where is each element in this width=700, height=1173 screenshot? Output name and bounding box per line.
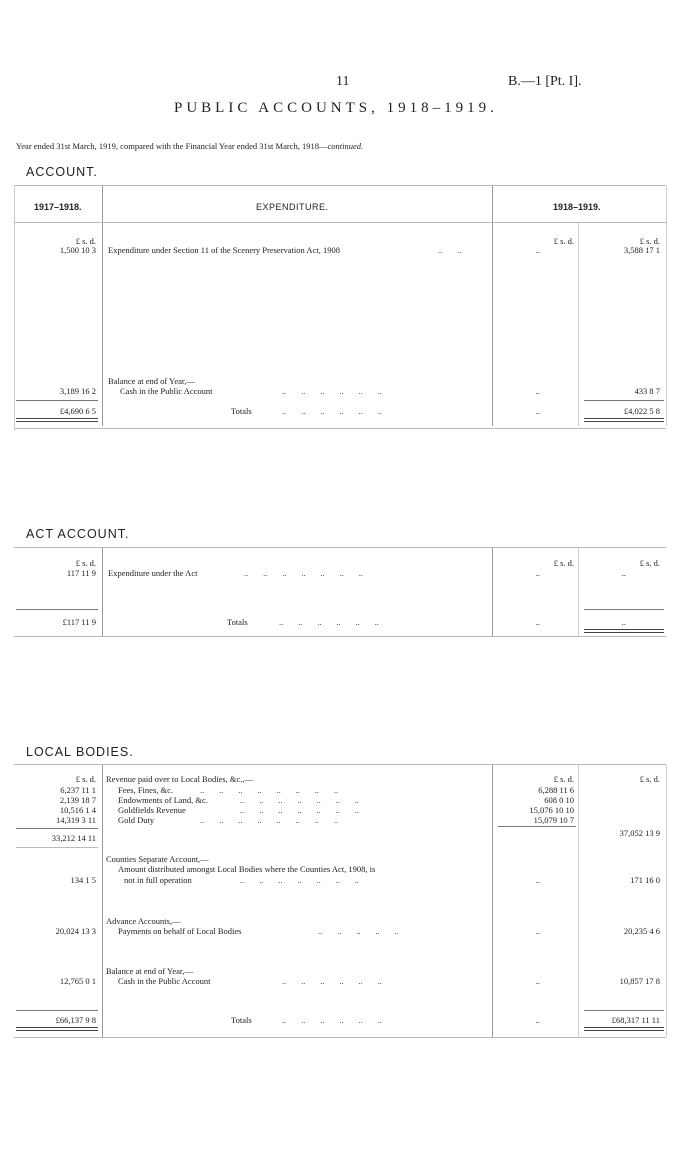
prev-year-total: £4,690 6 5 xyxy=(59,406,96,416)
unit-header-left: £ s. d. xyxy=(75,774,96,784)
curr-year-sub-total: .. xyxy=(535,406,540,416)
prev-year-amount: 1,500 10 3 xyxy=(59,245,96,255)
column-divider xyxy=(102,548,103,636)
rule xyxy=(666,765,667,1037)
rule xyxy=(16,828,98,829)
prev-year-amount: 134 1 5 xyxy=(70,875,96,885)
revenue-item-endowments: Endowments of Land, &c. xyxy=(118,795,208,805)
rule xyxy=(14,428,666,429)
subtitle-continued: continued. xyxy=(327,141,364,151)
revenue-item-goldfields: Goldfields Revenue xyxy=(118,805,186,815)
revenue-subtotal-prev: 33,212 14 11 xyxy=(51,833,96,843)
expenditure-description: Expenditure under Section 11 of the Scenery Preservation Act, 1908 xyxy=(108,245,340,255)
curr-year-amount: 20,235 4 6 xyxy=(623,926,660,936)
counties-description-line2: not in full operation xyxy=(124,875,192,885)
column-divider xyxy=(492,765,493,1037)
document-reference: B.—1 [Pt. I]. xyxy=(508,74,582,89)
curr-year-sub-total: .. xyxy=(535,617,540,627)
prev-year-amount: 3,189 16 2 xyxy=(59,386,96,396)
unit-header-right: £ s. d. xyxy=(639,236,660,246)
curr-year-amount: 10,857 17 8 xyxy=(619,976,660,986)
balance-description: Cash in the Public Account xyxy=(118,976,211,986)
rule xyxy=(666,186,667,426)
leader-dots: .. .. .. .. .. .. .. xyxy=(240,795,359,805)
totals-label: Totals xyxy=(231,1015,252,1025)
rule xyxy=(14,1037,666,1038)
curr-year-sub-amount: .. xyxy=(535,976,540,986)
revenue-label: Revenue paid over to Local Bodies, &c.,— xyxy=(106,774,254,784)
unit-header-left: £ s. d. xyxy=(75,558,96,568)
revenue-item-fees: Fees, Fines, &c. xyxy=(118,785,174,795)
curr-year-amount: 3,588 17 1 xyxy=(623,245,660,255)
curr-year-total: £4,022 5 8 xyxy=(623,406,660,416)
double-rule xyxy=(16,1027,98,1031)
rule xyxy=(498,826,576,827)
double-rule xyxy=(584,1027,664,1031)
rule xyxy=(584,400,664,401)
section-title-account: ACCOUNT. xyxy=(26,165,98,179)
curr-year-sub-amount: 15,079 10 7 xyxy=(533,815,574,825)
column-header-1918-1919: 1918–1919. xyxy=(553,202,601,212)
subtitle-text: Year ended 31st March, 1919, compared with the Financial Year ended 31st March, 1918— xyxy=(16,141,328,151)
leader-dots: .. .. .. .. .. .. .. .. xyxy=(200,785,339,795)
rule xyxy=(14,636,666,637)
unit-header-middle: £ s. d. xyxy=(553,774,574,784)
prev-year-amount: 6,237 11 1 xyxy=(60,785,96,795)
revenue-total-curr: 37,052 13 9 xyxy=(619,828,660,838)
rule xyxy=(14,222,666,223)
rule xyxy=(584,1010,664,1011)
leader-dots: .. .. .. .. .. xyxy=(318,926,399,936)
revenue-item-gold-duty: Gold Duty xyxy=(118,815,155,825)
column-divider xyxy=(578,222,579,426)
counties-description-line1: Amount distributed amongst Local Bodies where the Counties Act, 1908, is xyxy=(118,864,376,874)
counties-label: Counties Separate Account,— xyxy=(106,854,209,864)
rule xyxy=(16,847,98,848)
leader-dots: .. .. .. .. .. .. .. xyxy=(244,568,363,578)
rule xyxy=(16,1010,98,1011)
unit-header-left: £ s. d. xyxy=(75,236,96,246)
prev-year-amount: 14,319 3 11 xyxy=(55,815,96,825)
curr-year-sub-amount: 6,288 11 6 xyxy=(538,785,574,795)
unit-header-middle: £ s. d. xyxy=(553,236,574,246)
unit-header-middle: £ s. d. xyxy=(553,558,574,568)
curr-year-sub-amount: .. xyxy=(535,245,540,255)
double-rule xyxy=(584,418,664,422)
leader-dots: .. .. xyxy=(438,245,462,255)
leader-dots: .. .. .. .. .. .. .. .. xyxy=(200,815,339,825)
leader-dots: .. .. .. .. .. .. xyxy=(282,406,382,416)
rule xyxy=(14,185,666,186)
leader-dots: .. .. .. .. .. .. xyxy=(282,1015,382,1025)
rule xyxy=(14,764,666,765)
expenditure-description: Expenditure under the Act xyxy=(108,568,198,578)
advance-label: Advance Accounts,— xyxy=(106,916,181,926)
totals-label: Totals xyxy=(231,406,252,416)
curr-year-amount: 171 16 0 xyxy=(630,875,660,885)
column-header-1917-1918: 1917–1918. xyxy=(34,202,82,212)
curr-year-total: .. xyxy=(621,617,626,627)
prev-year-amount: 10,516 1 4 xyxy=(59,805,96,815)
balance-label: Balance at end of Year,— xyxy=(106,966,193,976)
curr-year-amount: .. xyxy=(621,568,626,578)
curr-year-sub-amount: .. xyxy=(535,386,540,396)
prev-year-amount: 2,139 18 7 xyxy=(59,795,96,805)
section-title-local-bodies: LOCAL BODIES. xyxy=(26,745,134,759)
rule xyxy=(16,609,98,610)
column-divider xyxy=(578,765,579,1037)
balance-label: Balance at end of Year,— xyxy=(108,376,195,386)
leader-dots: .. .. .. .. .. .. xyxy=(279,617,379,627)
column-divider xyxy=(492,548,493,636)
curr-year-sub-amount: .. xyxy=(535,875,540,885)
column-header-expenditure: EXPENDITURE. xyxy=(256,202,329,212)
leader-dots: .. .. .. .. .. .. .. xyxy=(240,875,359,885)
unit-header-right: £ s. d. xyxy=(639,774,660,784)
curr-year-sub-total: .. xyxy=(535,1015,540,1025)
page-title: PUBLIC ACCOUNTS, 1918–1919. xyxy=(174,100,498,116)
rule xyxy=(16,400,98,401)
totals-label: Totals xyxy=(227,617,248,627)
double-rule xyxy=(16,418,98,422)
rule xyxy=(584,609,664,610)
advance-description: Payments on behalf of Local Bodies xyxy=(118,926,242,936)
curr-year-amount: 433 8 7 xyxy=(634,386,660,396)
rule xyxy=(14,547,666,548)
curr-year-sub-amount: 608 0 10 xyxy=(544,795,574,805)
column-divider xyxy=(578,548,579,636)
prev-year-amount: 20,024 13 3 xyxy=(55,926,96,936)
double-rule xyxy=(584,629,664,633)
prev-year-amount: 117 11 9 xyxy=(66,568,96,578)
column-divider xyxy=(102,765,103,1037)
leader-dots: .. .. .. .. .. .. xyxy=(282,386,382,396)
leader-dots: .. .. .. .. .. .. .. xyxy=(240,805,359,815)
curr-year-total: £68,317 11 11 xyxy=(611,1015,660,1025)
page-subtitle xyxy=(16,141,363,151)
prev-year-amount: 12,765 0 1 xyxy=(59,976,96,986)
section-title-act-account: ACT ACCOUNT. xyxy=(26,527,130,541)
curr-year-sub-amount: .. xyxy=(535,568,540,578)
unit-header-right: £ s. d. xyxy=(639,558,660,568)
leader-dots: .. .. .. .. .. .. xyxy=(282,976,382,986)
prev-year-total: £117 11 9 xyxy=(62,617,96,627)
prev-year-total: £66,137 9 8 xyxy=(55,1015,96,1025)
balance-description: Cash in the Public Account xyxy=(120,386,213,396)
curr-year-sub-amount: .. xyxy=(535,926,540,936)
curr-year-sub-amount: 15,076 10 10 xyxy=(529,805,574,815)
page-number: 11 xyxy=(336,74,350,89)
